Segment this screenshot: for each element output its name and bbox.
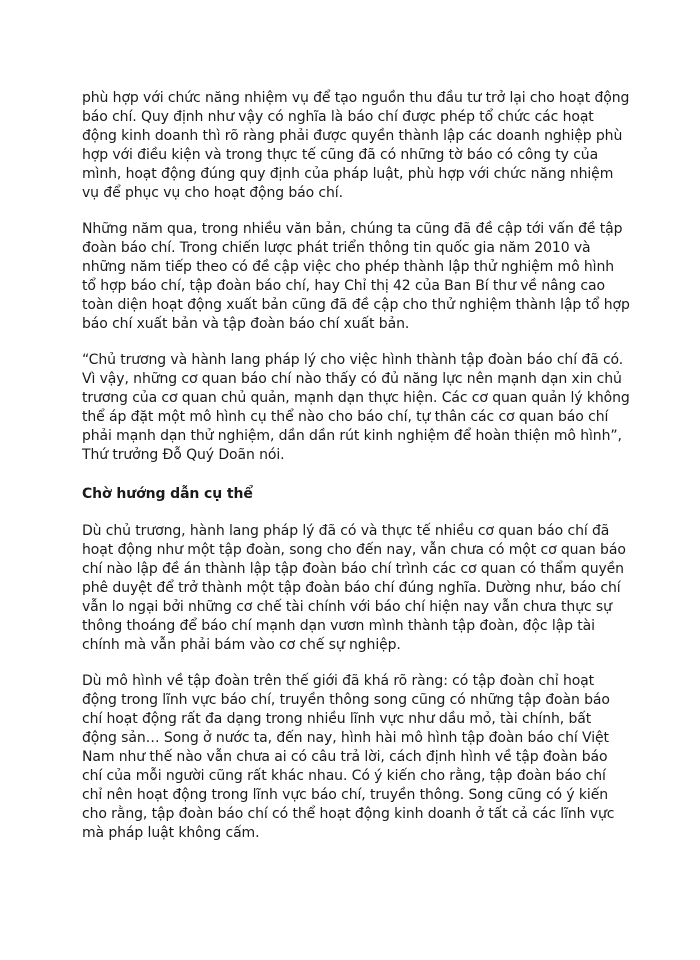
section-heading: Chờ hướng dẫn cụ thể (82, 486, 253, 502)
paragraph-4: Dù chủ trương, hành lang pháp lý đã có và thực tế nhiều cơ quan báo chí đã hoạt động như một tập đoàn, song cho đến nay, vẫn chưa có một cơ quan báo chí nào lập đề án thành lập tập đoàn báo chí trình các cơ quan có thẩm quyền phê duyệt để trở thành một tập đoàn báo chí đúng nghĩa. Dường như, báo chí vẫn lo ngại bởi những cơ chế tài chính với báo chí hiện nay vẫn chưa thực sự thông thoáng để báo chí mạnh dạn vươn mình thành tập đoàn, độc lập tài chính mà vẫn phải bám vào cơ chế sự nghiệp. (82, 523, 626, 653)
paragraph-5: Dù mô hình về tập đoàn trên thế giới đã khá rõ ràng: có tập đoàn chỉ hoạt động trong lĩnh vực báo chí, truyền thông song cũng có những tập đoàn báo chí hoạt động rất đa dạng trong nhiều lĩnh vực như dầu mỏ, tài chính, bất động sản… Song ở nước ta, đến nay, hình hài mô hình tập đoàn báo chí Việt Nam như thế nào vẫn chưa ai có câu trả lời, cách định hình về tập đoàn báo chí của mỗi người cũng rất khác nhau. Có ý kiến cho rằng, tập đoàn báo chí chỉ nên hoạt động trong lĩnh vực báo chí, truyền thông. Song cũng có ý kiến cho rằng, tập đoàn báo chí có thể hoạt động kinh doanh ở tất cả các lĩnh vực mà pháp luật không cấm. (82, 673, 615, 841)
paragraph-3-quote: “Chủ trương và hành lang pháp lý cho việc hình thành tập đoàn báo chí đã có. Vì vậy, những cơ quan báo chí nào thấy có đủ năng lực nên mạnh dạn xin chủ trương của cơ quan chủ quản, mạnh dạn thực hiện. Các cơ quan quản lý không thể áp đặt một mô hình cụ thể nào cho báo chí, tự thân các cơ quan báo chí phải mạnh dạn thử nghiệm, dần dần rút kinh nghiệm để hoàn thiện mô hình”, Thứ trưởng Đỗ Quý Doãn nói. (82, 352, 630, 463)
paragraph-1: phù hợp với chức năng nhiệm vụ để tạo nguồn thu đầu tư trở lại cho hoạt động báo chí. Quy định như vậy có nghĩa là báo chí được phép tổ chức các hoạt động kinh doanh thì rõ ràng phải được quyền thành lập các doanh nghiệp phù hợp với điều kiện và trong thực tế cũng đã có những tờ báo có công ty của mình, hoạt động đúng quy định của pháp luật, phù hợp với chức năng nhiệm vụ để phục vụ cho hoạt động báo chí. (82, 90, 630, 201)
paragraph-2: Những năm qua, trong nhiều văn bản, chúng ta cũng đã đề cập tới vấn đề tập đoàn báo chí. Trong chiến lược phát triển thông tin quốc gia năm 2010 và những năm tiếp theo có đề cập việc cho phép thành lập thử nghiệm mô hình tổ hợp báo chí, tập đoàn báo chí, hay Chỉ thị 42 của Ban Bí thư về nâng cao toàn diện hoạt động xuất bản cũng đã đề cập cho thử nghiệm thành lập tổ hợp báo chí xuất bản và tập đoàn báo chí xuất bản. (82, 221, 630, 332)
document-body (82, 89, 630, 860)
